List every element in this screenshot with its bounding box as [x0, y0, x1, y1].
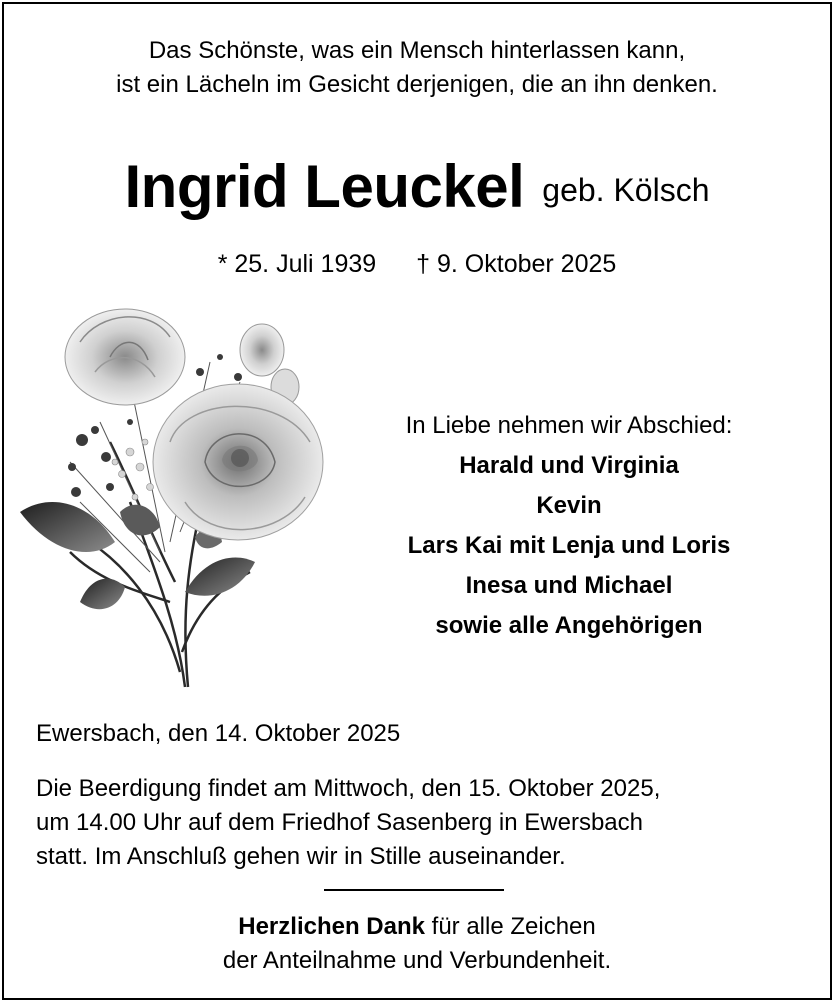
thanks-line-1: [4, 910, 830, 944]
family-member: Harald und Virginia: [459, 452, 679, 479]
divider: [324, 889, 504, 891]
maiden-name: geb. Kölsch: [542, 172, 710, 208]
thanks-line-2: der Anteilnahme und Verbundenheit.: [222, 947, 612, 974]
family-member: Kevin: [536, 492, 602, 519]
family-intro: In Liebe nehmen wir Abschied:: [405, 412, 733, 439]
funeral-line-2: um 14.00 Uhr auf dem Friedhof Sasenberg in Ewersbach: [36, 809, 643, 836]
family-member: Lars Kai mit Lenja und Loris: [407, 532, 731, 559]
deceased-name: Ingrid Leuckel: [124, 153, 525, 220]
family-member: Inesa und Michael: [465, 572, 673, 599]
quote-line-2: ist ein Lächeln im Gesicht derjenigen, die an ihn denken.: [116, 71, 718, 98]
thanks-block: [4, 910, 830, 978]
funeral-line-1: Die Beerdigung findet am Mittwoch, den 15. Oktober 2025,: [36, 775, 661, 802]
death-date: † 9. Oktober 2025: [416, 250, 617, 278]
thanks-rest: für alle Zeichen: [424, 913, 596, 940]
memorial-quote: [4, 34, 830, 102]
thanks-bold: Herzlichen Dank: [238, 913, 425, 940]
family-member: sowie alle Angehörigen: [435, 612, 703, 639]
deceased-name-row: [4, 152, 830, 221]
family-block: [344, 406, 794, 646]
rose-bouquet-illustration: [10, 302, 340, 692]
funeral-line-3: statt. Im Anschluß gehen wir in Stille auseinander.: [36, 843, 566, 870]
obituary-notice: [2, 2, 832, 1000]
place-and-date: Ewersbach, den 14. Oktober 2025: [36, 720, 401, 747]
quote-line-1: Das Schönste, was ein Mensch hinterlassen kann,: [148, 37, 686, 64]
birth-date: * 25. Juli 1939: [217, 250, 377, 278]
life-dates: [4, 250, 830, 279]
funeral-details: [36, 772, 816, 874]
